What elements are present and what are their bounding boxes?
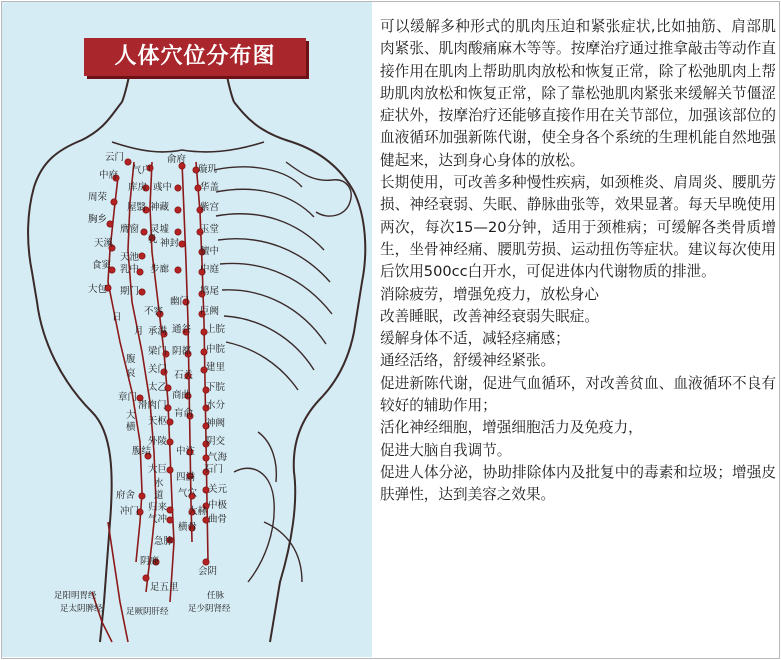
- acupoint-dot-yunmen: [125, 159, 131, 165]
- benefit-item: 改善睡眠，改善神经衰弱失眠症。: [380, 307, 599, 325]
- acupoint-label-tianchi: 天池: [120, 252, 140, 263]
- benefit-item: 消除疲劳，增强免疫力，放松身心: [380, 285, 599, 303]
- acupoint-dot-zhourong: [111, 199, 117, 205]
- acupoint-dot-daju: [167, 467, 173, 473]
- acupoint-label-huiyin: 会阴: [198, 566, 218, 577]
- acupoint-dot-wailing: [167, 439, 173, 445]
- acupoint-label-yingchuang: 膺窗: [120, 224, 140, 235]
- acupoint-label-qimen: 期门: [120, 286, 140, 297]
- acupoint-label-zigong: 紫宫: [200, 202, 220, 213]
- acupoint-label-fu: 腹: [126, 354, 136, 365]
- acupoint-dot-tianshu: [167, 419, 173, 425]
- acupoint-dot-shencang: [175, 207, 181, 213]
- benefit-item: 促进大脑自我调节。: [380, 441, 512, 459]
- acupoint-label-fushe: 府舍: [116, 490, 136, 501]
- figure-title-box: [84, 38, 306, 76]
- acupoint-label-zhongwan: 中脘: [206, 344, 226, 355]
- acupoint-label-shenfeng: 神封: [160, 238, 180, 249]
- acupoint-label-shufu: 俞府: [167, 154, 187, 165]
- acupoint-label-qixue: 气穴: [178, 488, 198, 499]
- acupoint-label-shiguan: 石关: [174, 370, 194, 381]
- meridian-label-zushaoyin: 足少阴肾经: [188, 604, 231, 614]
- acupoint-label-huangshu: 肓俞: [174, 408, 194, 419]
- paragraph-intro: 可以缓解多种形式的肌肉压迫和紧张症状,比如抽筋、肩部肌肉紧张、肌肉酸痛麻木等等。按摩治疗通过推拿敲击等动作直接作用在肌肉上帮助肌肉放松和恢复正常，除了松弛肌肉上帮助肌肉放松和恢复正常，除了靠松弛肌肉紧张来缓解关节僵涩症状外，按摩治疗还能够直接作用在关节部位，加强该部位的血液循环加强新陈代谢，使全身各个系统的生理机能自然地强健起来，达到身心身体的放松。: [380, 18, 776, 169]
- acupoint-label-yinjiao: 阴交: [206, 436, 226, 447]
- meridian-label-zuyangming: 足阳明胃经: [54, 591, 97, 601]
- meridian-label-renmai: 任脉: [207, 591, 225, 601]
- acupoint-label-zhongfu: 中府: [99, 170, 119, 181]
- benefit-item: 促进新陈代谢，促进气血循环，对改善贫血、血液循环不良有较好的辅助作用；: [380, 374, 776, 415]
- acupoint-label-juque: 巨阙: [200, 306, 220, 317]
- acupoint-label-xiawan: 下脘: [206, 382, 226, 393]
- paragraph-usage: 长期使用，可改善多种慢性疾病，如颈椎炎、肩周炎、腰肌劳损、神经衰弱、失眠、静脉曲张等，效果显著。每天早晚使用两次，每次15—20分钟，适用于颈椎病；可缓解各类骨质增生，坐骨神经痛、腰肌劳损、运动扭伤等症状。建议每次使用后饮用500cc白开水，可促进体内代谢物质的排泄。: [380, 174, 776, 281]
- acupoint-label-zhangmen: 章门: [118, 392, 138, 403]
- acupoint-dot-yingchuang: [141, 229, 147, 235]
- acupoint-label-zhongji: 中极: [208, 500, 228, 511]
- acupoint-label-huozhong: 彧中: [153, 182, 173, 193]
- acupoint-dot-qimen: [139, 289, 145, 295]
- benefit-item: 促进人体分泌，协助排除体内及批复中的毒素和垃圾；增强皮肤弹性，达到美容之效果。: [380, 463, 776, 504]
- acupoint-label-qichong: 气冲: [148, 514, 168, 525]
- acupoint-dot-tianchi: [139, 253, 145, 259]
- acupoint-label-guilai: 归来: [148, 502, 168, 513]
- acupoint-label-shidou: 食窦: [92, 260, 112, 271]
- acupoint-label-ru: 乳: [148, 234, 158, 245]
- acupoint-label-shangwan: 上脘: [206, 324, 226, 335]
- acupoint-label-yinlian: 阴廉: [140, 556, 160, 567]
- acupoint-label-jianli: 建里: [206, 362, 226, 373]
- acupoint-label-dahe: 大赫: [188, 506, 208, 517]
- acupoint-label-xuanji: 璇玑: [198, 164, 218, 175]
- acupoint-dot-lingxu: [175, 229, 181, 235]
- acupoint-label-qihu: 气户: [132, 165, 152, 176]
- acupoint-label-chengman: 承满: [148, 326, 168, 337]
- acupoint-label-tonggu: 通谷: [172, 324, 192, 335]
- acupoint-figure: [2, 2, 372, 657]
- acupoint-label-dabao: 大包: [88, 284, 108, 295]
- acupoint-dot-shenfeng: [179, 241, 185, 247]
- description-column: [380, 16, 776, 507]
- acupoint-label-fujie: 腹结: [132, 446, 152, 457]
- torso-outline: [28, 102, 125, 642]
- acupoint-label-wuyi: 屋翳: [127, 202, 147, 213]
- acupoint-label-shencang: 神藏: [150, 202, 170, 213]
- acupoint-label-lingxu: 灵墟: [150, 224, 170, 235]
- acupoint-dot-fushe: [139, 493, 145, 499]
- acupoint-label-heng: 横: [126, 422, 136, 433]
- acupoint-label-zhongzhu: 中注: [176, 446, 196, 457]
- acupoint-label-yindu: 阴都: [172, 346, 192, 357]
- neck-outline: [122, 72, 234, 102]
- acupoint-label-siman: 四满: [176, 472, 196, 483]
- figure-title: 人体穴位分布图: [114, 44, 276, 69]
- acupoint-label-shui: 水: [154, 478, 164, 489]
- benefit-item: 通经活络，舒缓神经紧张。: [380, 352, 556, 370]
- acupoint-label-dao: 道: [154, 490, 164, 501]
- acupoint-label-qugu: 曲骨: [208, 514, 228, 525]
- acupoint-label-jiuwei: 鸠尾: [200, 286, 220, 297]
- acupoint-label-yunmen: 云门: [105, 152, 125, 163]
- pelvis: [234, 432, 302, 582]
- acupoint-label-taiyi: 太乙: [148, 382, 168, 393]
- acupoint-dot-xiongxiang: [107, 221, 113, 227]
- acupoint-label-daju: 大巨: [148, 464, 168, 475]
- acupoint-label-shimen: 石门: [204, 464, 224, 475]
- acupoint-label-bulang: 步廊: [150, 264, 170, 275]
- acupoint-label-tianshu: 天枢: [148, 416, 168, 427]
- acupoint-label-kufang: 库房: [128, 182, 148, 193]
- acupoint-label-jimai: 急脉: [154, 536, 174, 547]
- acupoint-label-henggu: 横骨: [178, 522, 198, 533]
- acupoint-dot-qichong: [167, 517, 173, 523]
- acupoint-dot-huiyin: [203, 559, 209, 565]
- acupoint-label-chongmen: 冲门: [120, 506, 140, 517]
- meridian-label-zutaiyin: 足太阴脾经: [60, 604, 103, 614]
- acupoint-label-shangqu: 商曲: [172, 390, 192, 401]
- acupoint-label-ai: 哀: [126, 368, 136, 379]
- acupoint-label-guanyuan: 关元: [208, 484, 228, 495]
- acupoint-dot-guilai: [167, 507, 173, 513]
- acupoint-label-xiongxiang: 胸乡: [88, 214, 108, 225]
- benefit-item: 缓解身体不适，减轻痉痛感；: [380, 330, 570, 348]
- acupoint-dot-bulang: [175, 267, 181, 273]
- acupoint-label-zhourong: 周荣: [88, 192, 108, 203]
- acupoint-label-danzhong: 膻中: [200, 246, 220, 257]
- acupoint-label-huagai: 华盖: [200, 182, 220, 193]
- acupoint-label-yue: 月: [134, 326, 144, 337]
- acupoint-label-yutang: 玉堂: [200, 224, 220, 235]
- acupoint-label-huaroumen: 滑肉门: [138, 400, 167, 411]
- acupoint-label-youmen: 幽门: [170, 296, 190, 307]
- acupoint-label-ruzhong: 乳中: [120, 264, 140, 275]
- acupoint-label-shenque: 神阙: [206, 418, 226, 429]
- collarbone: [112, 142, 264, 152]
- acupoint-label-zuwuli: 足五里: [150, 582, 179, 593]
- acupoint-label-burong: 不容: [144, 306, 164, 317]
- acupoint-label-da: 大: [126, 410, 136, 421]
- acupoint-label-liangmen: 梁门: [148, 346, 168, 357]
- benefit-item: 活化神经细胞，增强细胞活力及免疫力，: [380, 419, 643, 437]
- acupoint-label-zhongting: 中庭: [200, 264, 220, 275]
- acupoint-dot-zuwuli: [143, 575, 149, 581]
- acupoint-label-tianxi: 天溪: [94, 238, 114, 249]
- acupoint-dot-huozhong: [175, 185, 181, 191]
- acupoint-label-qihai: 气海: [208, 452, 228, 463]
- ribcage: [214, 162, 351, 390]
- meridian-label-zujueyin: 足厥阴肝经: [126, 607, 169, 617]
- body-illustration: [2, 2, 372, 657]
- acupoint-label-wailing: 外陵: [148, 436, 168, 447]
- acupoint-label-shuifen: 水分: [206, 400, 226, 411]
- acupoint-label-ri: 日: [112, 312, 122, 323]
- acupoint-label-guanmen: 关门: [148, 364, 168, 375]
